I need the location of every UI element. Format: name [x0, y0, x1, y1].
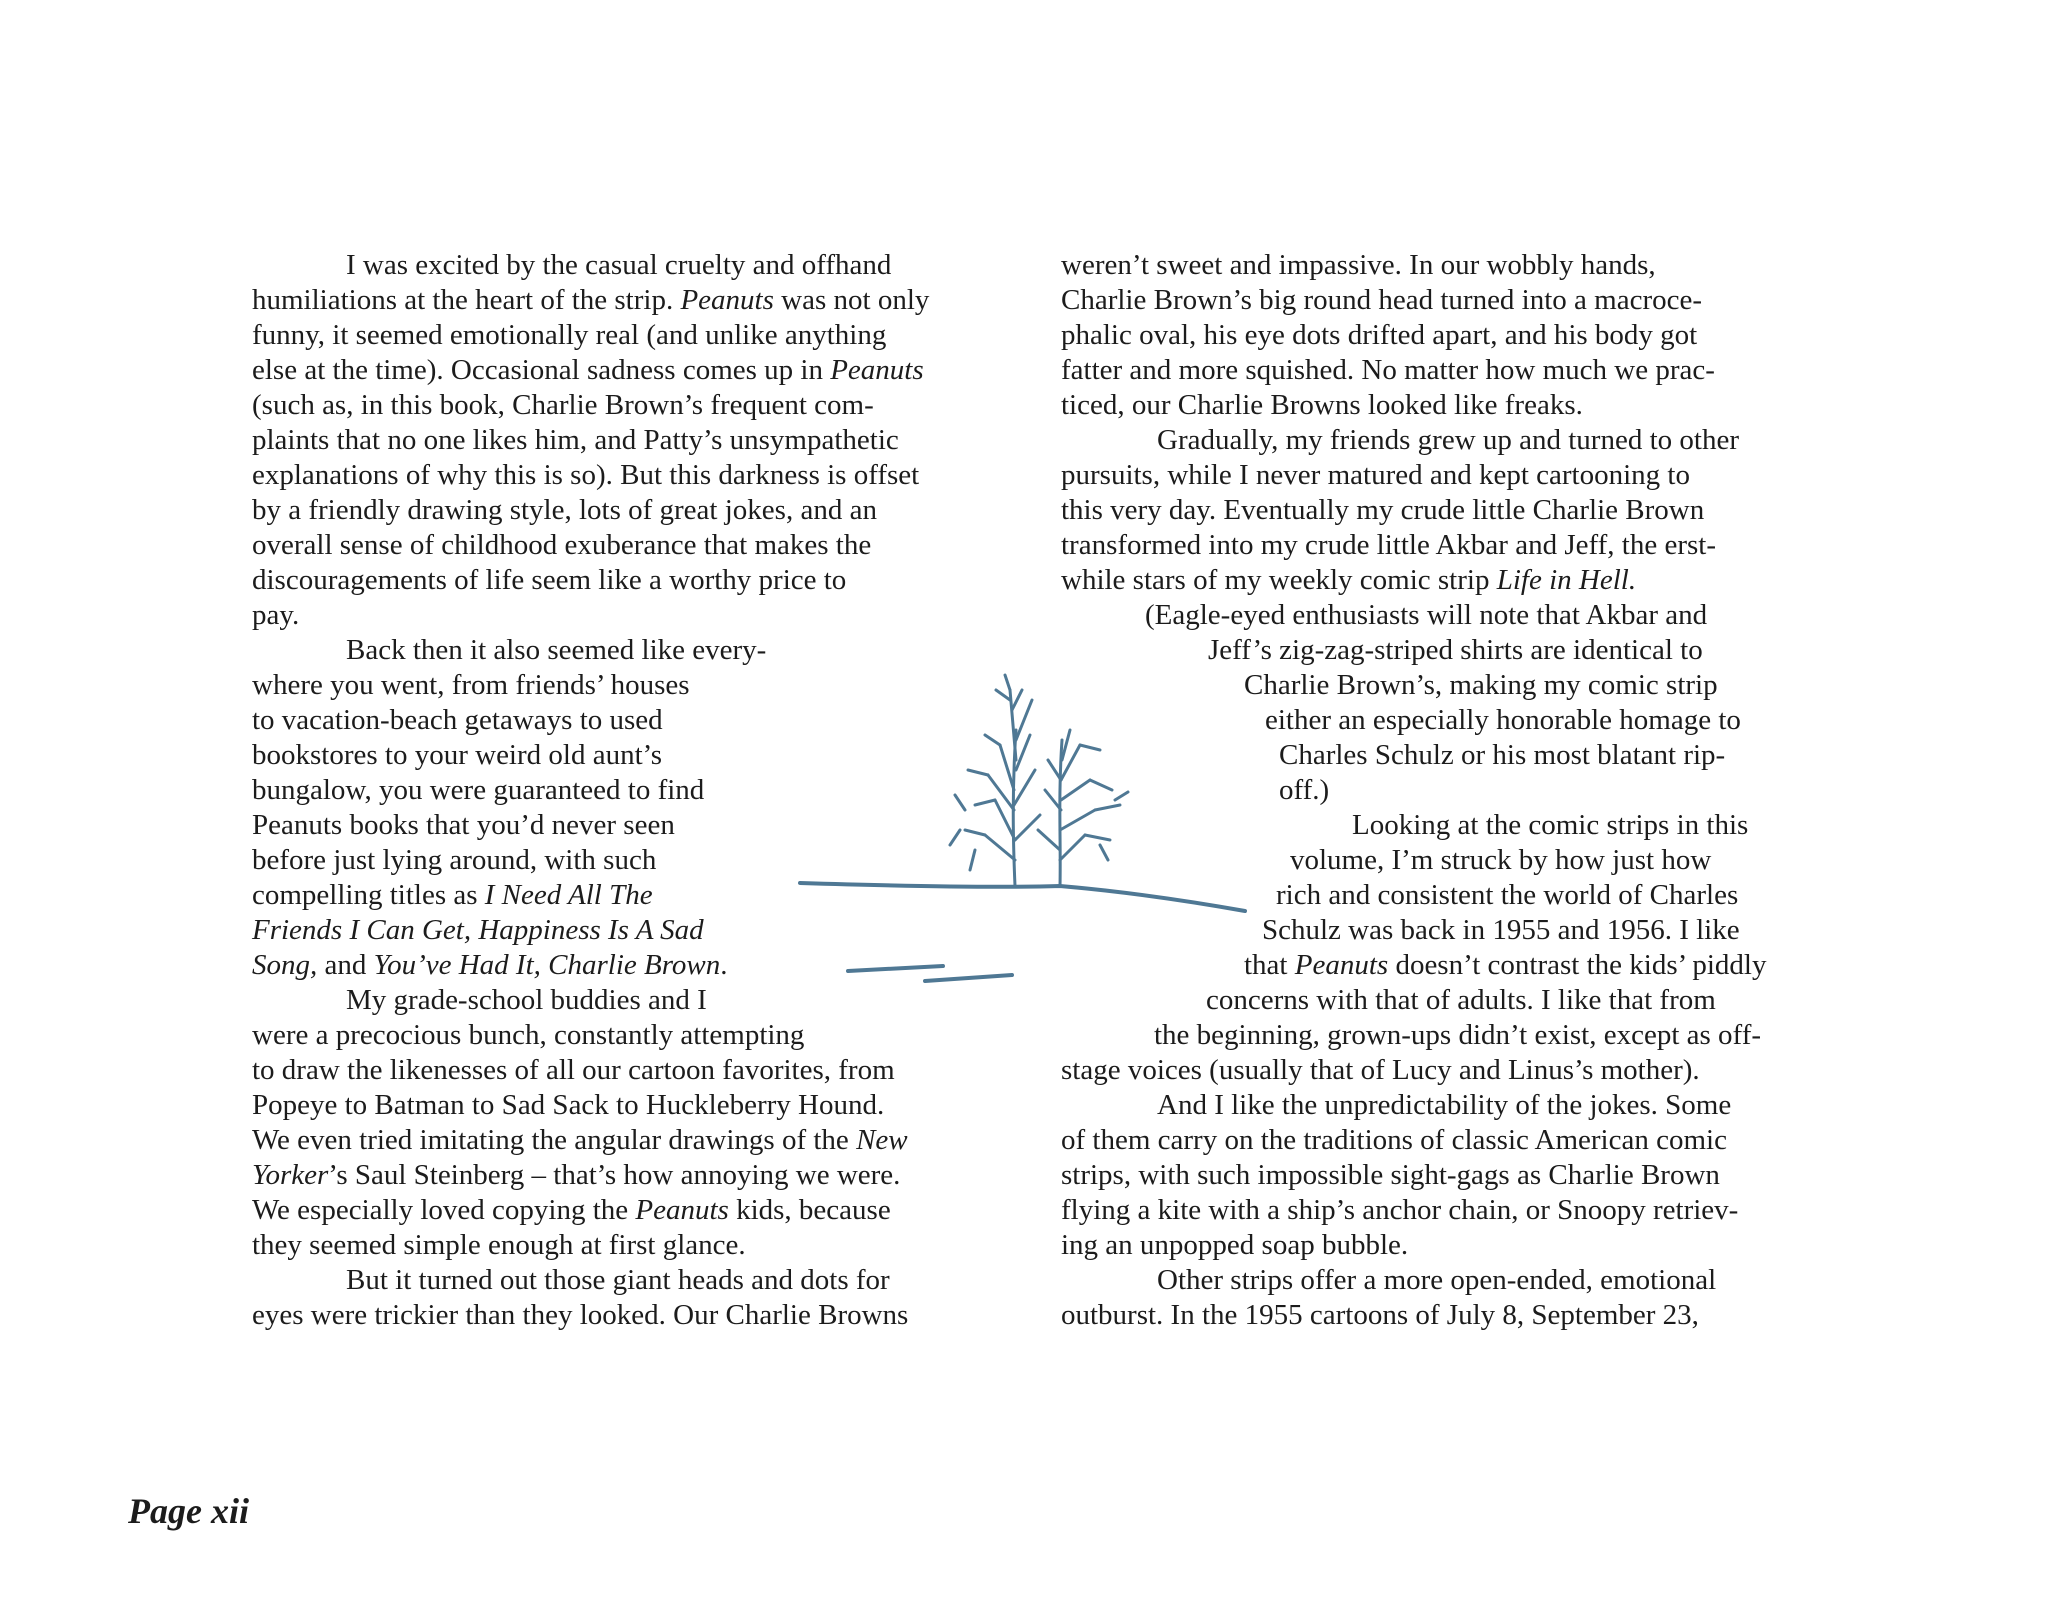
left-text-line: overall sense of childhood exuberance that makes the — [252, 529, 872, 561]
right-text-line: flying a kite with a ship’s anchor chain, or Snoopy retriev- — [1061, 1194, 1739, 1226]
tree-icon — [800, 675, 1245, 981]
right-text-line: concerns with that of adults. I like that from — [1206, 984, 1716, 1016]
right-text-line: strips, with such impossible sight-gags as Charlie Brown — [1061, 1159, 1720, 1191]
left-text-line: pay. — [252, 599, 300, 631]
right-text-line: pursuits, while I never matured and kept cartooning to — [1061, 459, 1690, 491]
right-text-line: Charlie Brown’s big round head turned into a macroce- — [1061, 284, 1703, 316]
right-text-line: And I like the unpredictability of the jokes. Some — [1157, 1089, 1732, 1121]
left-text-line: they seemed simple enough at first glance. — [252, 1229, 746, 1261]
left-text-line: funny, it seemed emotionally real (and unlike anything — [252, 319, 887, 351]
left-text-line: by a friendly drawing style, lots of great jokes, and an — [252, 494, 877, 526]
left-text-line: Popeye to Batman to Sad Sack to Huckleberry Hound. — [252, 1089, 885, 1121]
left-text-line: discouragements of life seem like a worthy price to — [252, 564, 847, 596]
right-text-line: while stars of my weekly comic strip Life in Hell. — [1061, 564, 1637, 596]
right-text-line: volume, I’m struck by how just how — [1290, 844, 1712, 876]
right-text-line: off.) — [1279, 774, 1330, 806]
right-text-line: either an especially honorable homage to — [1265, 704, 1741, 736]
right-text-line: Jeff’s zig-zag-striped shirts are identical to — [1208, 634, 1703, 666]
left-text-line: before just lying around, with such — [252, 844, 657, 876]
right-text-line: transformed into my crude little Akbar and Jeff, the erst- — [1061, 529, 1716, 561]
left-text-line: else at the time). Occasional sadness comes up in Peanuts — [252, 354, 924, 386]
left-text-line: Yorker’s Saul Steinberg – that’s how annoying we were. — [252, 1159, 901, 1191]
right-text-line: stage voices (usually that of Lucy and Linus’s mother). — [1061, 1054, 1700, 1086]
right-text-line: (Eagle-eyed enthusiasts will note that Akbar and — [1145, 599, 1708, 631]
right-text-line: Charles Schulz or his most blatant rip- — [1279, 739, 1726, 771]
left-text-line: Friends I Can Get, Happiness Is A Sad — [252, 914, 704, 946]
right-text-line: outburst. In the 1955 cartoons of July 8, September 23, — [1061, 1299, 1699, 1331]
left-text-line: Peanuts books that you’d never seen — [252, 809, 675, 841]
right-text-line: this very day. Eventually my crude little Charlie Brown — [1061, 494, 1705, 526]
right-text-line: the beginning, grown-ups didn’t exist, except as off- — [1154, 1019, 1762, 1051]
left-text-line: I was excited by the casual cruelty and offhand — [346, 249, 892, 281]
right-text-line: Looking at the comic strips in this — [1352, 809, 1749, 841]
left-text-line: humiliations at the heart of the strip. Peanuts was not only — [252, 284, 930, 316]
left-text-line: were a precocious bunch, constantly attempting — [252, 1019, 805, 1051]
right-text-line: that Peanuts doesn’t contrast the kids’ piddly — [1244, 949, 1767, 981]
left-text-line: bookstores to your weird old aunt’s — [252, 739, 662, 771]
left-text-line: to vacation-beach getaways to used — [252, 704, 663, 736]
left-text-line: where you went, from friends’ houses — [252, 669, 690, 701]
left-text-line: plaints that no one likes him, and Patty’s unsympathetic — [252, 424, 899, 456]
right-text-line: rich and consistent the world of Charles — [1276, 879, 1739, 911]
right-text-line: phalic oval, his eye dots drifted apart, and his body got — [1061, 319, 1698, 351]
right-text-line: Charlie Brown’s, making my comic strip — [1244, 669, 1718, 701]
left-text-line: (such as, in this book, Charlie Brown’s frequent com- — [252, 389, 874, 421]
right-text-line: Other strips offer a more open-ended, emotional — [1157, 1264, 1717, 1296]
left-text-line: compelling titles as I Need All The — [252, 879, 653, 911]
left-text-line: explanations of why this is so). But this darkness is offset — [252, 459, 920, 491]
left-text-line: bungalow, you were guaranteed to find — [252, 774, 705, 806]
left-text-line: to draw the likenesses of all our cartoon favorites, from — [252, 1054, 895, 1086]
right-text-line: weren’t sweet and impassive. In our wobbly hands, — [1061, 249, 1656, 281]
right-text-line: ticed, our Charlie Browns looked like freaks. — [1061, 389, 1583, 421]
left-text-line: We even tried imitating the angular drawings of the New — [252, 1124, 908, 1156]
right-text-line: Schulz was back in 1955 and 1956. I like — [1262, 914, 1740, 946]
left-text-line: But it turned out those giant heads and dots for — [346, 1264, 890, 1296]
right-text-line: Gradually, my friends grew up and turned to other — [1157, 424, 1739, 456]
right-text-line: fatter and more squished. No matter how much we prac- — [1061, 354, 1715, 386]
right-text-line: ing an unpopped soap bubble. — [1061, 1229, 1409, 1261]
page-number: Page xii — [128, 1491, 249, 1531]
left-text-line: Back then it also seemed like every- — [346, 634, 767, 666]
right-text-line: of them carry on the traditions of classic American comic — [1061, 1124, 1727, 1156]
left-text-line: We especially loved copying the Peanuts kids, because — [252, 1194, 891, 1226]
left-text-line: Song, and You’ve Had It, Charlie Brown. — [252, 949, 728, 981]
left-text-line: eyes were trickier than they looked. Our Charlie Browns — [252, 1299, 909, 1331]
left-text-line: My grade-school buddies and I — [346, 984, 707, 1016]
